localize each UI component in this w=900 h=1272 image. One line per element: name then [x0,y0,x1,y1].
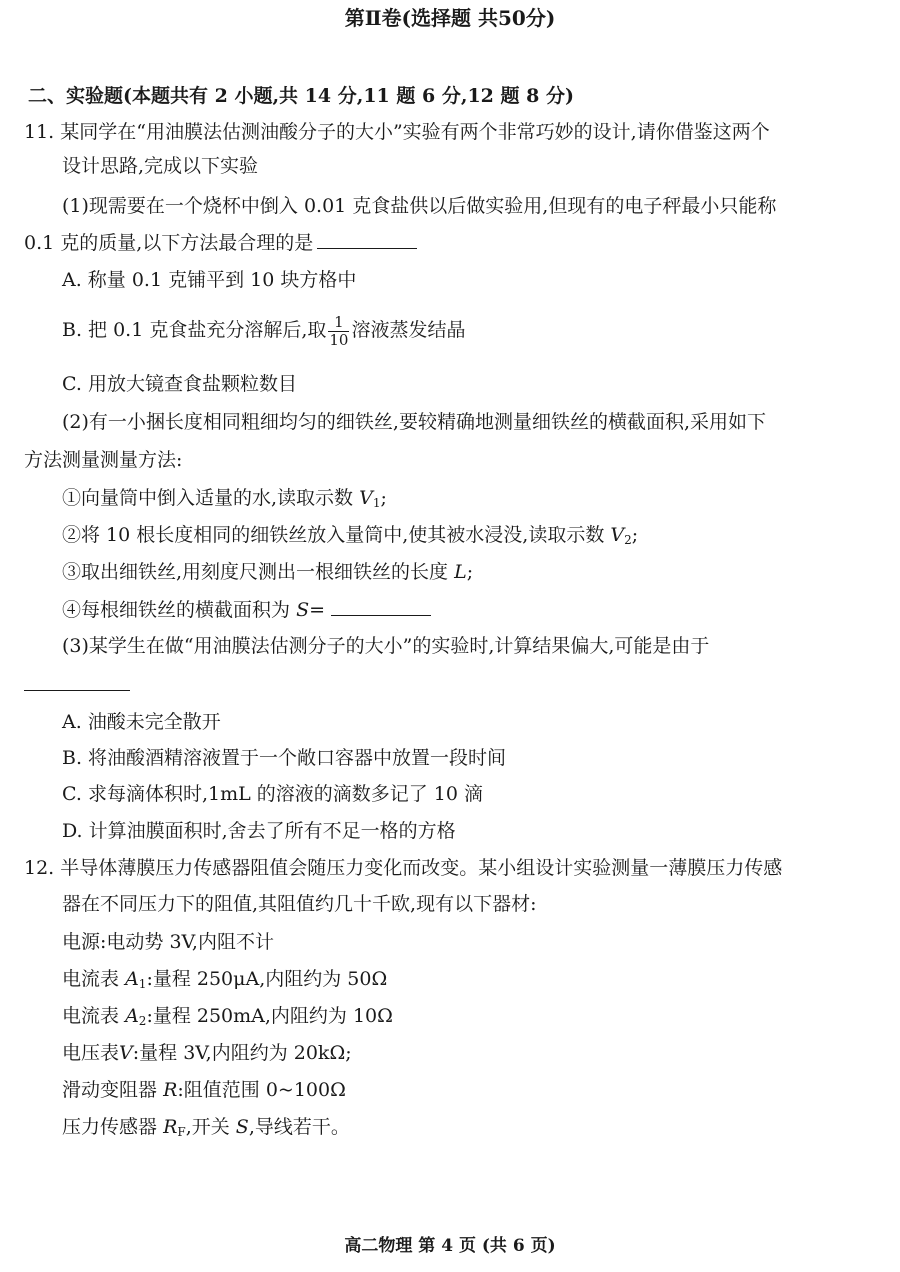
q11-part3-line1: (3)某学生在做“用油膜法估测分子的大小”的实验时,计算结果偏大,可能是由于 [62,635,710,657]
item-variable: S [235,1116,249,1138]
q11-option-a: A. 称量 0.1 克铺平到 10 块方格中 [62,269,357,291]
q12-stem-line2: 器在不同压力下的阻值,其阻值约几十千欧,现有以下器材: [62,893,537,915]
item-label: 压力传感器 [62,1116,158,1138]
q11-step1 [62,486,387,510]
q11-part1-text: 0.1 克的质量,以下方法最合理的是 [24,232,314,254]
fraction [328,314,349,349]
q11-part3-option-a: A. 油酸未完全散开 [62,711,221,733]
step1-variable: V [359,487,373,509]
q11-part2-line1: (2)有一小捆长度相同粗细均匀的细铁丝,要较精确地测量细铁丝的横截面积,采用如下 [62,411,766,433]
answer-blank[interactable] [317,230,417,249]
item-detail: ,导线若干。 [248,1116,350,1138]
item-subscript: 1 [138,977,147,991]
item-detail: :阻值范围 0~100Ω [177,1079,346,1101]
answer-blank[interactable] [331,597,431,616]
q12-item-ammeter-a1 [62,967,387,991]
step4-text: ④每根细铁丝的横截面积为 [62,599,291,621]
item-detail: :量程 250mA,内阻约为 10Ω [146,1005,393,1027]
item-detail: :量程 3V,内阻约为 20kΩ; [132,1042,352,1064]
step2-variable: V [610,524,625,546]
q12-item-power: 电源:电动势 3V,内阻不计 [62,931,274,953]
q11-part3-option-b: B. 将油酸酒精溶液置于一个敞口容器中放置一段时间 [62,747,507,769]
q11-option-b-post: 溶液蒸发结晶 [351,319,466,341]
q11-option-b [62,310,466,350]
step1-punct: ; [380,487,387,509]
item-variable: R [163,1116,178,1138]
step4-variable: S [296,599,310,621]
q12-stem-line1: 12. 半导体薄膜压力传感器阻值会随压力变化而改变。某小组设计实验测量一薄膜压力传感 [24,857,783,879]
q11-part1-line1: (1)现需要在一个烧杯中倒入 0.01 克食盐供以后做实验用,但现有的电子秤最小只能称 [62,195,777,217]
page-footer: 高二物理 第 4 页 (共 6 页) [344,1236,556,1256]
step1-subscript: 1 [372,496,381,510]
step1-text: ①向量筒中倒入适量的水,读取示数 [62,487,354,509]
q11-part1-line2 [24,230,417,255]
fraction-denominator: 10 [329,330,349,349]
q12-item-sensor [62,1115,350,1139]
section-heading: 二、实验题(本题共有 2 小题,共 14 分,11 题 6 分,12 题 8 分) [28,85,574,107]
item-variable: R [163,1079,178,1101]
q12-item-rheostat [62,1078,346,1102]
item-detail: :量程 250μA,内阻约为 50Ω [146,968,388,990]
item-variable: A [125,968,139,990]
paper-section-title: 第Ⅱ卷(选择题 共50分) [344,6,556,30]
item-label: 电压表 [62,1042,120,1064]
item-label: 滑动变阻器 [62,1079,158,1101]
item-subscript: 2 [138,1014,147,1028]
step3-punct: ; [466,561,474,583]
step2-subscript: 2 [624,533,632,547]
step3-text: ③取出细铁丝,用刻度尺测出一根细铁丝的长度 [62,561,449,583]
q11-stem-line1: 11. 某同学在“用油膜法估测油酸分子的大小”实验有两个非常巧妙的设计,请你借鉴这两个 [24,121,770,143]
q11-part3-option-d: D. 计算油膜面积时,舍去了所有不足一格的方格 [62,820,456,842]
fraction-numerator: 1 [328,314,349,332]
item-label: 电流表 [62,968,120,990]
q12-item-voltmeter [62,1041,352,1065]
step3-variable: L [454,561,467,583]
q11-option-b-pre: B. 把 0.1 克食盐充分溶解后,取 [62,319,327,341]
step2-punct: ; [631,524,639,546]
q12-item-ammeter-a2 [62,1004,393,1028]
item-variable: A [125,1005,139,1027]
step2-text: ②将 10 根长度相同的细铁丝放入量筒中,使其被水浸没,读取示数 [62,524,605,546]
item-subscript: F [177,1125,186,1139]
q11-step2 [62,523,638,547]
q11-stem-line2: 设计思路,完成以下实验 [62,155,259,177]
answer-blank[interactable] [24,690,130,691]
q11-option-c: C. 用放大镜查食盐颗粒数目 [62,373,297,395]
q11-step4 [62,597,431,622]
q11-step3 [62,560,473,584]
item-label: 电流表 [62,1005,120,1027]
item-variable: V [119,1042,133,1064]
q11-part3-option-c: C. 求每滴体积时,1mL 的溶液的滴数多记了 10 滴 [62,783,483,805]
step4-equals: = [309,599,326,621]
q11-part2-line2: 方法测量测量方法: [24,449,183,471]
item-detail: ,开关 [185,1116,230,1138]
